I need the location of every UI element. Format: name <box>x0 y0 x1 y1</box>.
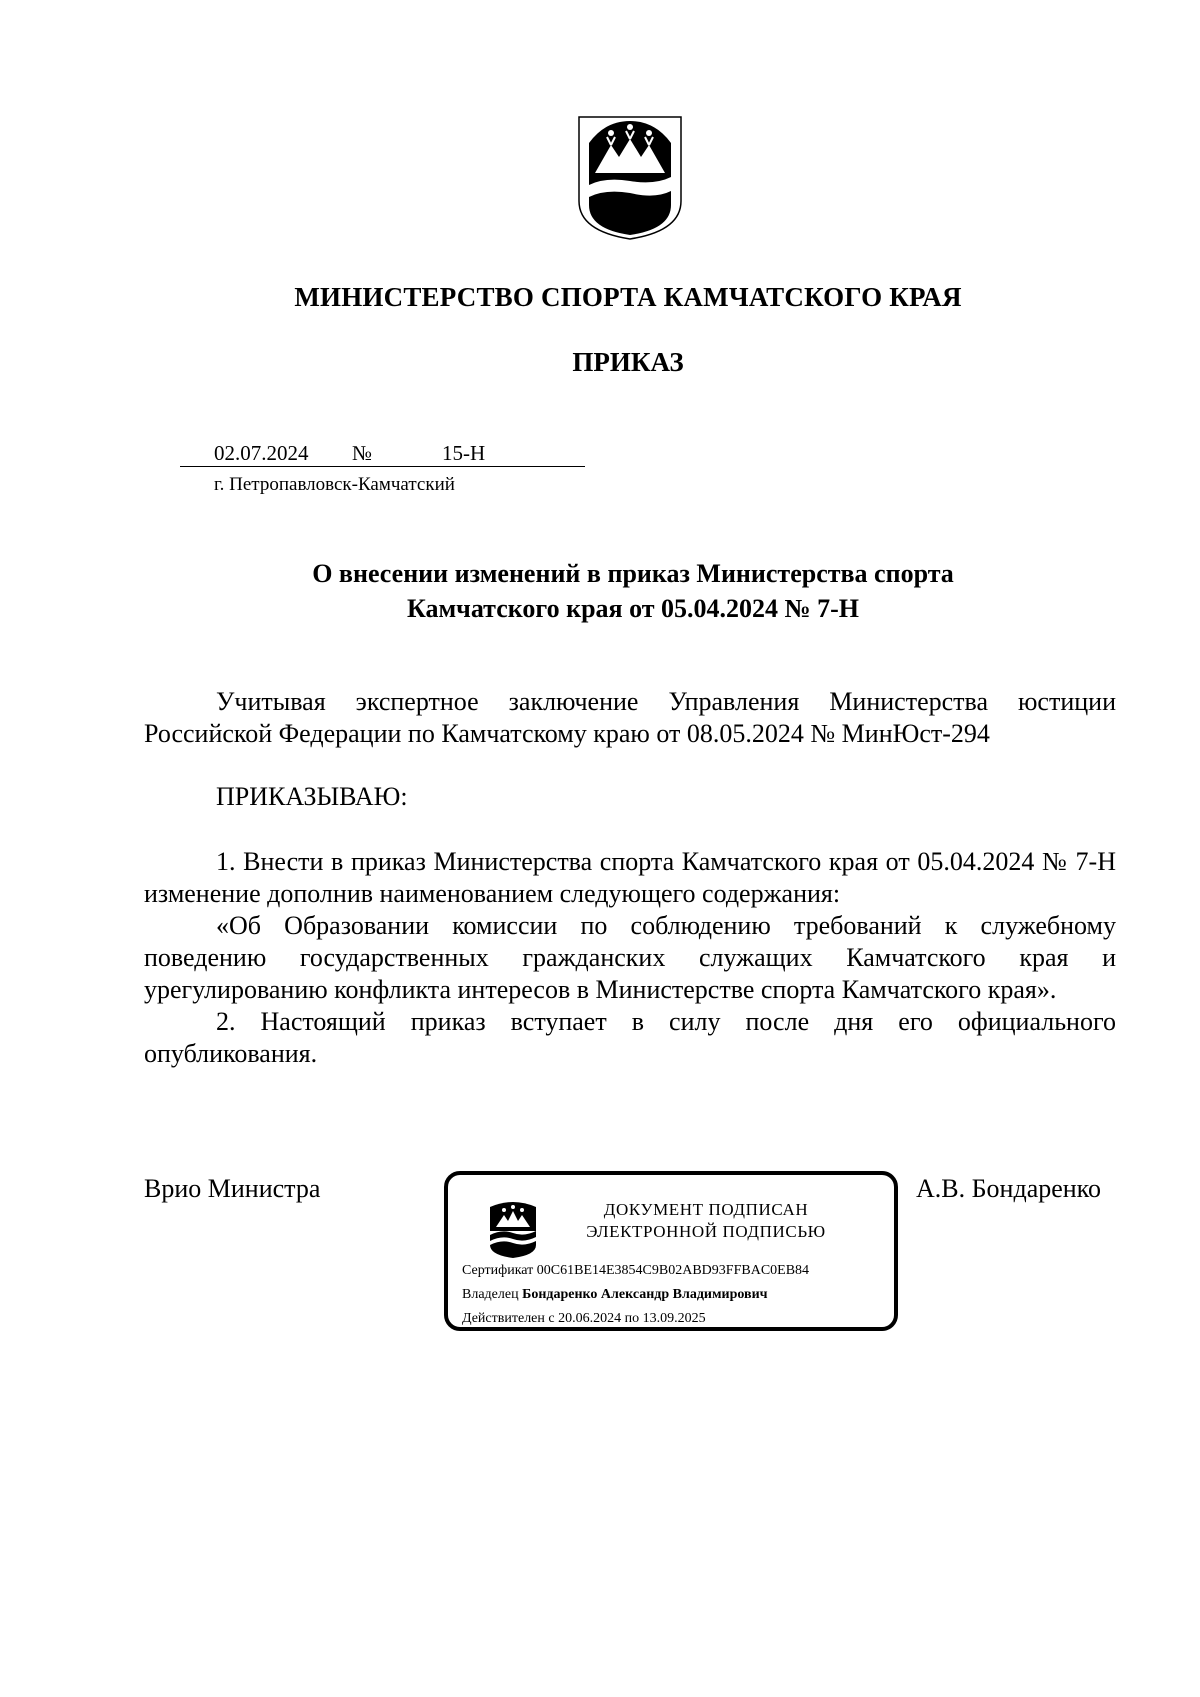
item-2: 2. Настоящий приказ вступает в силу после дня его официального опубликования. <box>144 1007 1116 1068</box>
orders-word: ПРИКАЗЫВАЮ: <box>216 782 408 811</box>
electronic-signature-stamp <box>444 1171 898 1331</box>
valid-to-label: по <box>624 1311 640 1326</box>
stamp-details <box>462 1259 809 1331</box>
order-subject <box>150 556 1116 626</box>
stamp-heading-line-2: ЭЛЕКТРОННОЙ ПОДПИСЬЮ <box>586 1222 826 1241</box>
number-sign: № <box>352 441 373 465</box>
city: г. Петропавловск-Камчатский <box>214 474 455 495</box>
item-1-quote: «Об Образовании комиссии по соблюдению требований к служебному поведению государственных гражданских служащих Камчатского края и урегулированию конфликта интересов в Министерстве спорта Камчатского края». <box>144 911 1116 1004</box>
order-items <box>144 846 1116 1070</box>
order-date: 02.07.2024 <box>214 441 309 465</box>
subject-line-1: О внесении изменений в приказ Министерства спорта <box>312 559 954 588</box>
certificate-label: Сертификат <box>462 1263 534 1278</box>
stamp-emblem-icon <box>486 1201 540 1259</box>
certificate-row <box>462 1259 809 1283</box>
ministry-name: МИНИСТЕРСТВО СПОРТА КАМЧАТСКОГО КРАЯ <box>294 282 962 312</box>
owner-label: Владелец <box>462 1287 519 1302</box>
owner-row <box>462 1283 809 1307</box>
preamble-text: Учитывая экспертное заключение Управления Министерства юстиции Российской Федерации по Камчатскому краю от 08.05.2024 № МинЮст-294 <box>144 687 1116 748</box>
certificate-value: 00C61BE14E3854C9B02ABD93FFBAC0EB84 <box>536 1263 810 1278</box>
stamp-heading-line-1: ДОКУМЕНТ ПОДПИСАН <box>603 1200 809 1219</box>
stamp-heading <box>560 1199 852 1243</box>
order-number: 15-Н <box>442 441 486 465</box>
signer-name: А.В. Бондаренко <box>916 1174 1101 1203</box>
valid-from: 20.06.2024 <box>558 1311 622 1326</box>
signer-role: Врио Министра <box>144 1174 321 1203</box>
valid-label: Действителен с <box>462 1311 555 1326</box>
preamble <box>144 686 1116 750</box>
coat-of-arms-icon <box>575 113 685 241</box>
owner-value: Бондаренко Александр Владимирович <box>522 1287 768 1302</box>
subject-line-2: Камчатского края от 05.04.2024 № 7-Н <box>406 594 860 623</box>
document-type: ПРИКАЗ <box>572 347 684 377</box>
validity-row <box>462 1307 809 1331</box>
date-number-line <box>180 441 585 467</box>
item-1: 1. Внести в приказ Министерства спорта Камчатского края от 05.04.2024 № 7-Н изменение дополнив наименованием следующего содержания: <box>144 847 1116 908</box>
valid-to: 13.09.2025 <box>642 1311 706 1326</box>
